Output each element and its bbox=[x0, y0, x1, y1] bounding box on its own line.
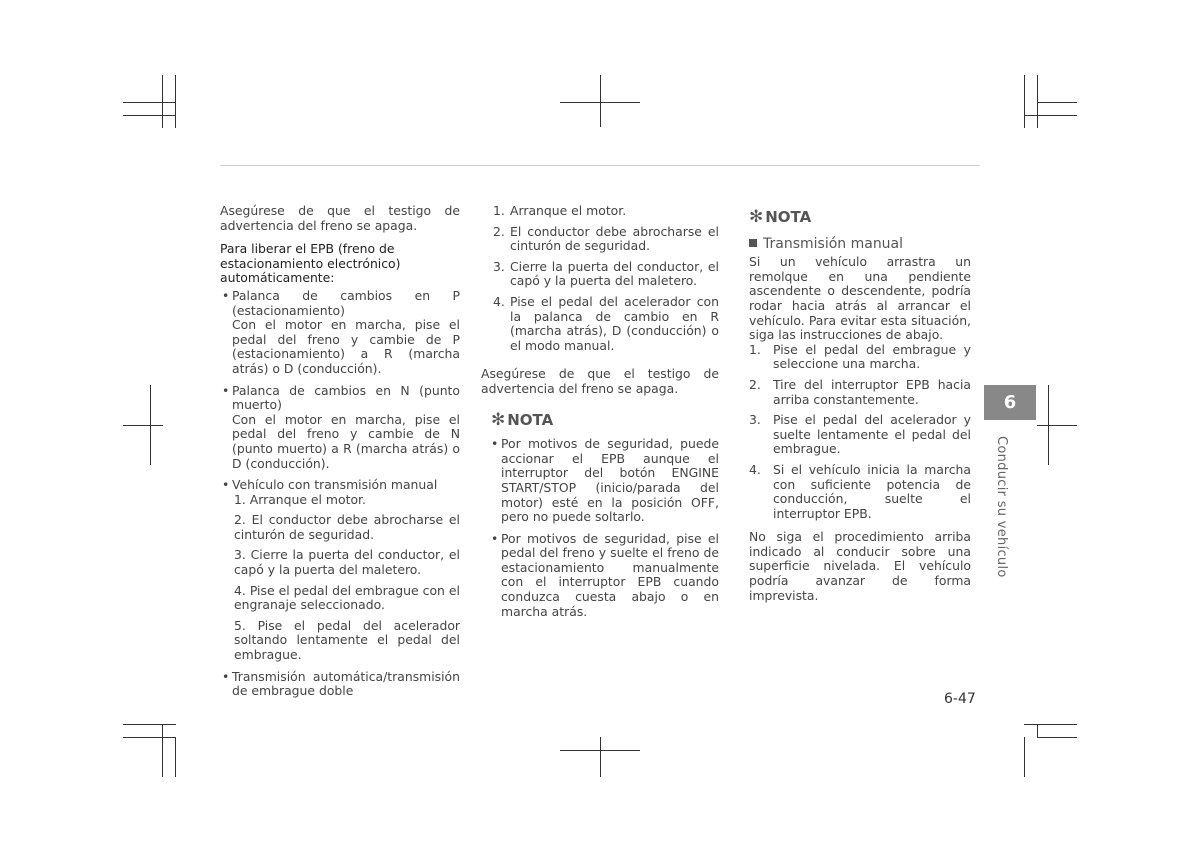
square-bullet-icon bbox=[749, 239, 757, 247]
after-paragraph: Asegúrese de que el testigo de advertencia del freno se apaga. bbox=[481, 366, 719, 396]
step: 3. Cierre la puerta del conductor, el capó y la puerta del maletero. bbox=[234, 547, 460, 578]
section-subheading: Transmisión manual bbox=[749, 237, 971, 252]
crop-mark bbox=[1037, 102, 1077, 103]
step: 3. Cierre la puerta del conductor, el capó y la puerta del maletero. bbox=[493, 258, 719, 289]
column-left bbox=[220, 204, 460, 706]
header-rule bbox=[220, 165, 980, 166]
page-number: 6-47 bbox=[944, 691, 976, 707]
step: 2. Tire del interruptor EPB hacia arriba constantemente. bbox=[749, 376, 971, 407]
crop-mark bbox=[1024, 115, 1077, 116]
list-item: • Palanca de cambios en N (punto muerto) Con el motor en marcha, pise el pedal del freno y cambie de N (punto muerto) a R (marcha atrás) o D (conducción). bbox=[220, 384, 460, 472]
crop-mark bbox=[1037, 425, 1077, 426]
manual-steps bbox=[232, 493, 460, 663]
crop-mark bbox=[162, 724, 163, 777]
nota-list bbox=[481, 437, 719, 619]
step: 3. Pise el pedal del acelerador y suelte lentamente el pedal del embrague. bbox=[749, 412, 971, 457]
crop-mark bbox=[1024, 724, 1077, 725]
outro-paragraph: No siga el procedimiento arriba indicado al conducir sobre una superficie nivelada. El vehículo podría avanzar de forma imprevista. bbox=[749, 529, 971, 603]
step: 2. El conductor debe abrocharse el cinturón de seguridad. bbox=[493, 223, 719, 254]
list-item: • Palanca de cambios en P (estacionamiento) Con el motor en marcha, pise el pedal del freno y cambie de P (estacionamiento) a R (marcha atrás) o D (conducción). bbox=[220, 289, 460, 377]
asterisk-icon: ✻ bbox=[491, 409, 506, 430]
crop-mark bbox=[600, 75, 601, 127]
hill-steps bbox=[749, 343, 971, 522]
step: 4. Pise el pedal del acelerador con la palanca de cambio en R (marcha atrás), D (conducción) o el modo manual. bbox=[493, 293, 719, 353]
auto-steps bbox=[481, 204, 719, 353]
crop-mark bbox=[123, 102, 175, 103]
crop-mark bbox=[1024, 75, 1025, 128]
intro-paragraph: Asegúrese de que el testigo de advertencia del freno se apaga. bbox=[220, 203, 460, 233]
crop-mark bbox=[175, 737, 176, 777]
crop-mark bbox=[1037, 724, 1038, 737]
step: 5. Pise el pedal del acelerador soltando lentamente el pedal del embrague. bbox=[234, 617, 460, 663]
crop-mark bbox=[1037, 737, 1077, 738]
crop-mark bbox=[123, 115, 176, 116]
asterisk-icon: ✻ bbox=[749, 207, 764, 227]
intro-paragraph: Si un vehículo arrastra un remolque en una pendiente ascendente o descendente, podría rodar hacia atrás al arrancar el vehículo. Para evitar esta situación, siga las instrucciones de abajo. bbox=[749, 254, 971, 343]
step: 1. Arranque el motor. bbox=[234, 491, 366, 507]
crop-mark bbox=[162, 75, 163, 128]
crop-mark bbox=[1024, 737, 1025, 777]
crop-mark bbox=[123, 724, 176, 725]
column-right bbox=[749, 207, 971, 612]
step: 2. El conductor debe abrocharse el cinturón de seguridad. bbox=[234, 512, 460, 542]
nota-heading: ✻ NOTA bbox=[749, 207, 812, 227]
nota-heading: ✻ NOTA bbox=[491, 409, 554, 430]
step: 4. Pise el pedal del embrague con el engranaje seleccionado. bbox=[234, 582, 460, 613]
step: 1. Arranque el motor. bbox=[493, 203, 627, 218]
step: 1. Pise el pedal del embrague y seleccione una marcha. bbox=[749, 341, 971, 372]
crop-mark bbox=[175, 75, 176, 128]
crop-mark bbox=[600, 737, 601, 777]
chapter-title: Conducir su vehículo bbox=[994, 436, 1009, 578]
crop-mark bbox=[1048, 385, 1049, 465]
step: 4. Si el vehículo inicia la marcha con suficiente potencia de conducción, suelte el interruptor EPB. bbox=[749, 461, 971, 521]
list-item: • Transmisión automática/transmisión de embrague doble bbox=[220, 670, 460, 699]
crop-mark bbox=[150, 385, 151, 465]
release-heading: Para liberar el EPB (freno de estacionamiento electrónico) automáticamente: bbox=[220, 241, 401, 286]
column-middle bbox=[481, 204, 719, 626]
list-item: • Por motivos de seguridad, puede accionar el EPB aunque el interruptor del botón ENGINE START/STOP (inicio/parada del motor) esté en la posición OFF, pero no puede soltarlo. bbox=[489, 437, 719, 525]
crop-mark bbox=[123, 425, 163, 426]
crop-mark bbox=[123, 737, 176, 738]
list-item: • Por motivos de seguridad, pise el pedal del freno y suelte el freno de estacionamiento manualmente con el interruptor EPB cuando conduzca cuesta abajo o en marcha atrás. bbox=[489, 532, 719, 620]
list-item: • Vehículo con transmisión manual 1. Arranque el motor. 2. El conductor debe abrocharse el cinturón de seguridad. 3. Cierre la puerta del conductor, el capó y la puerta del maletero. 4. Pise el pedal del embrague con el engranaje seleccionado. 5. Pise el pedal del acelerador soltando lentamente el pedal del embrague. bbox=[220, 478, 460, 663]
chapter-tab: 6 bbox=[984, 385, 1036, 420]
